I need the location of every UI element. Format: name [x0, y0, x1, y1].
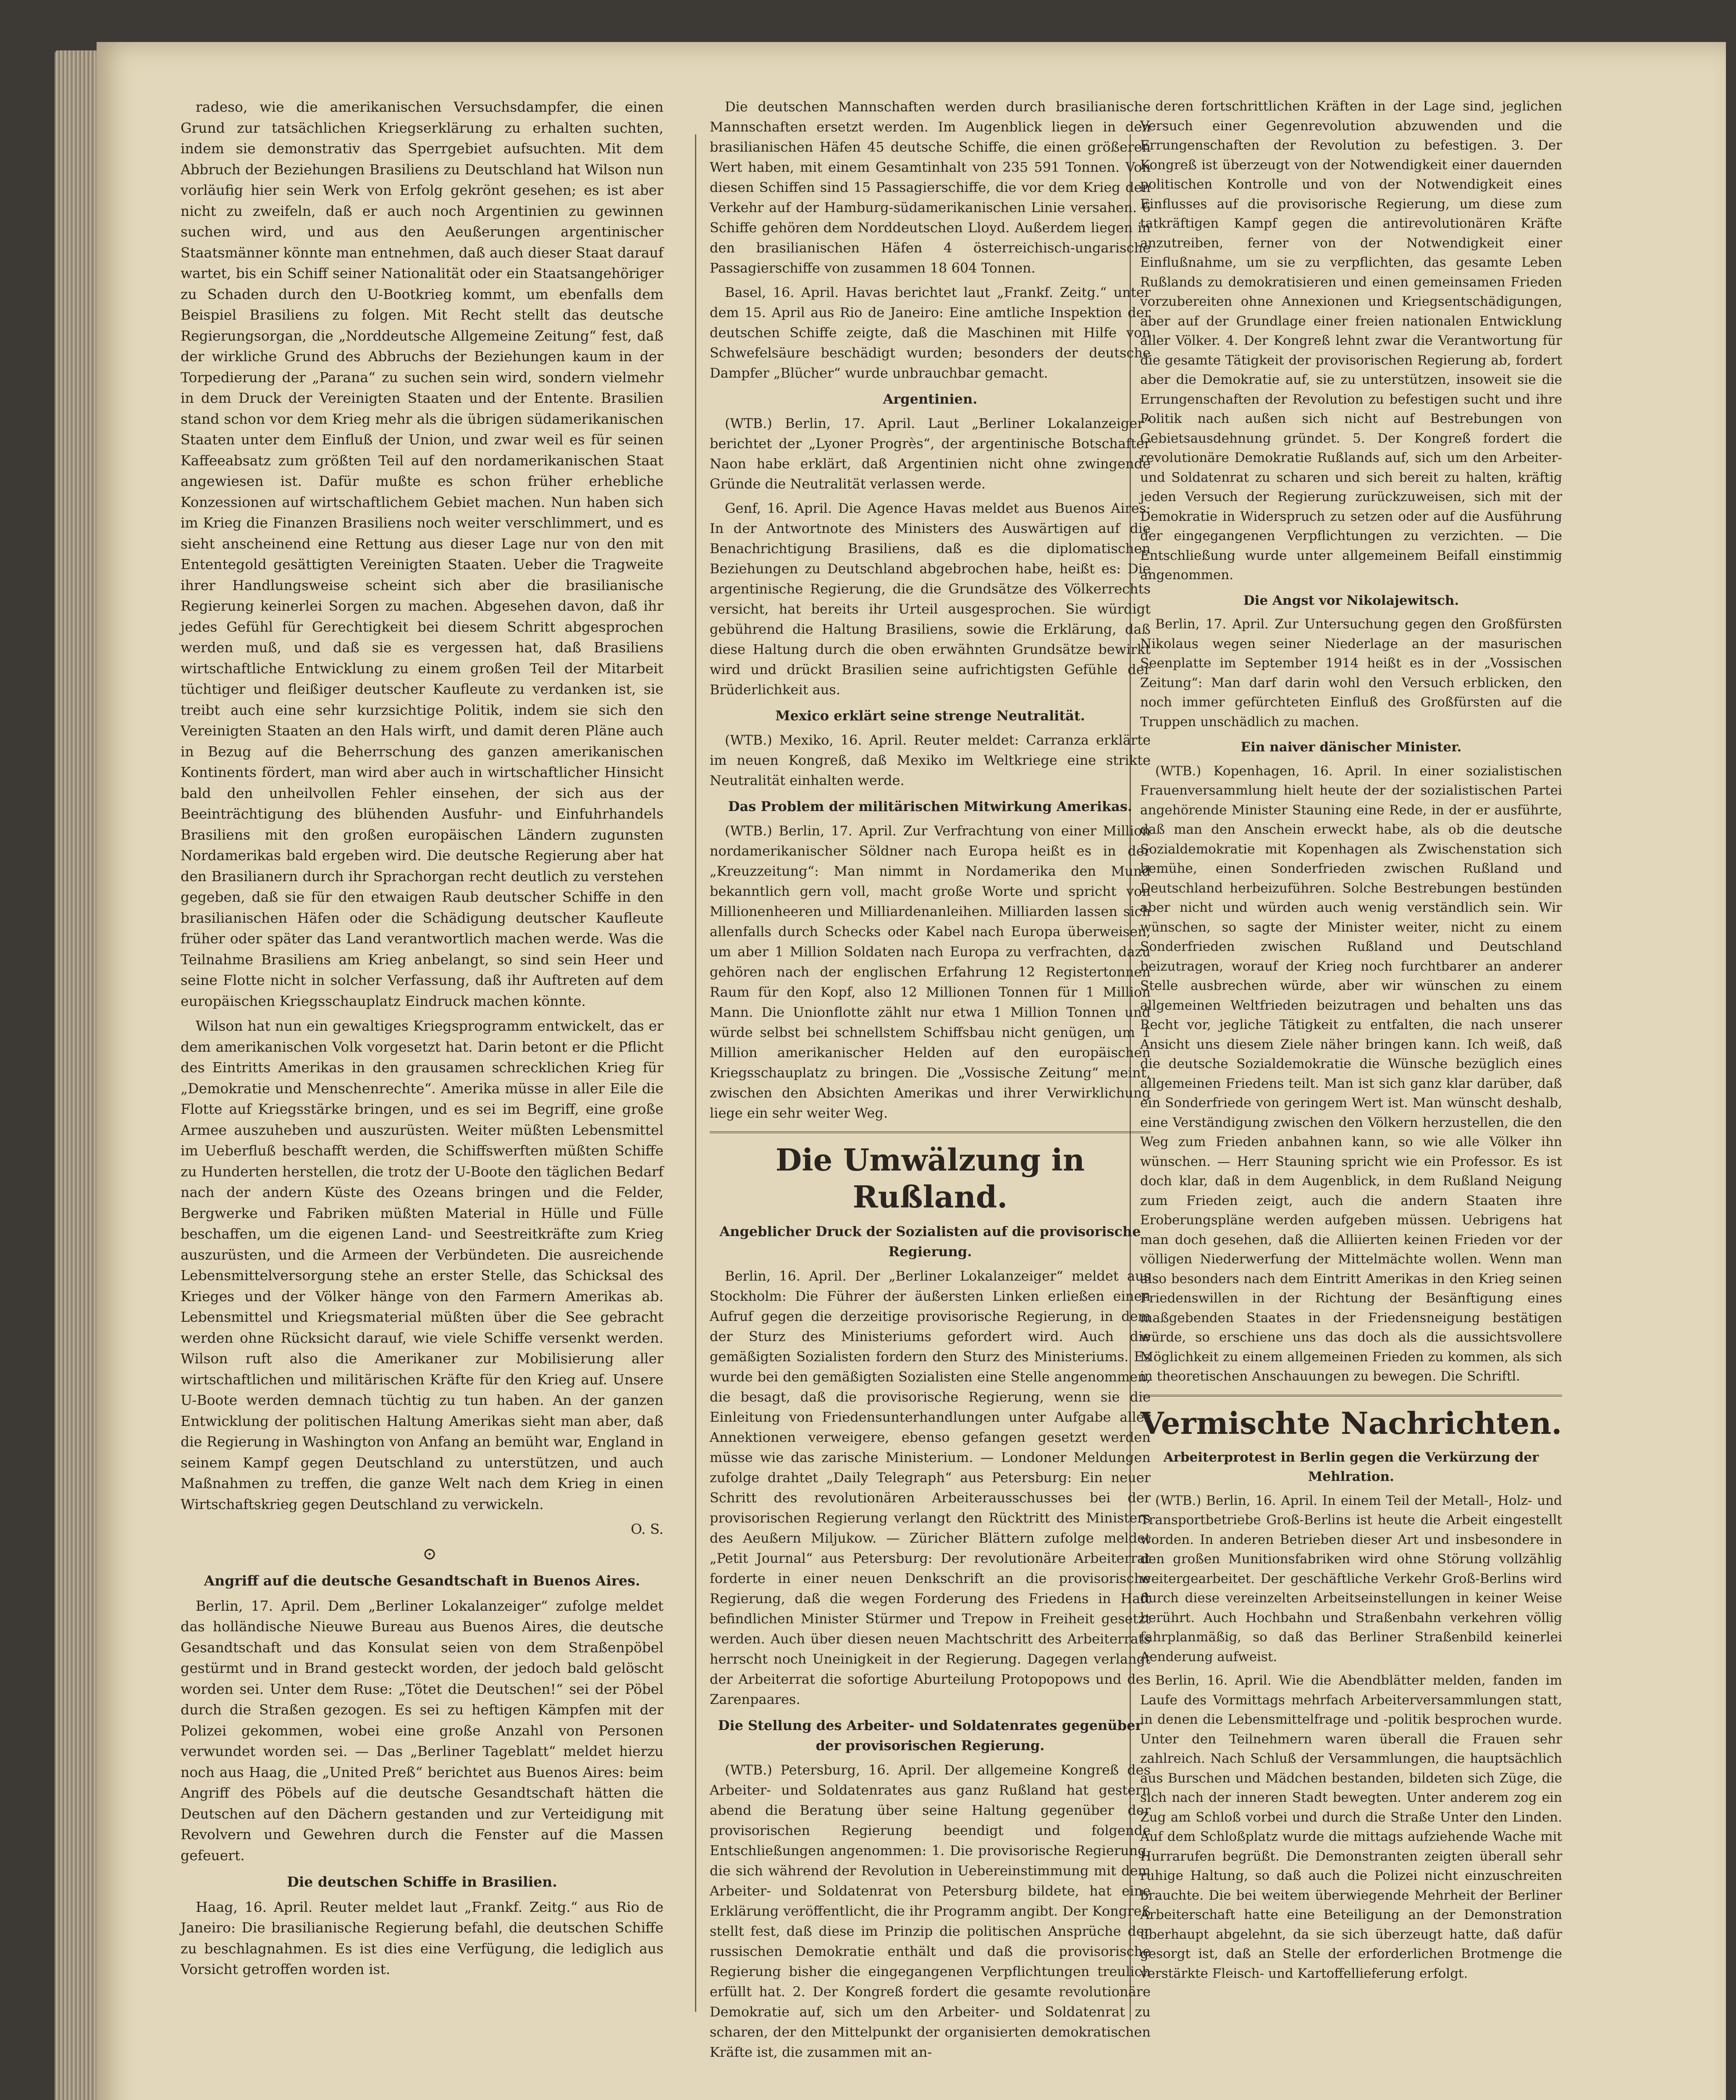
article-text: (WTB.) Berlin, 17. April. Laut „Berliner Lokalanzeiger“ berichtet der „Lyoner Progrès“, der argentinische Botschafter Naon habe erklärt, daß Argentinien nicht ohne zwingende Gründe die Neutralität verlassen werde. [710, 415, 1151, 492]
article-text: Berlin, 16. April. Der „Berliner Lokalanzeiger“ meldet aus Stockholm: Die Führer der äußersten Linken erließen einen Aufruf gegen die derzeitige provisorische Regierung, in dem der Sturz des Ministeriums gefordert wird. Auch die gemäßigten Sozialisten fordern den Sturz des Ministeriums. Es wurde bei den gemäßigten Sozialisten eine Stelle angenommen, die besagt, daß die provisorische Regierung, wenn sie die Einleitung von Friedensunterhandlungen unter Aufgabe aller Annektionen verweigere, ebenso gefangen gesetzt werden müsse wie das zarische Ministerium. — Londoner Meldungen zufolge drahtet „Daily Telegraph“ aus Petersburg: Ein neuer Schritt des revolutionären Arbeiterausschusses bei der provisorischen Regierung verlangt den Rücktritt des Ministers des Aeußern Miljukow. — Züricher Blättern zufolge meldet „Petit Journal“ aus Petersburg: Der revolutionäre Arbeiterrat forderte in einer neuen Denkschrift an die provisorische Regierung, daß die wegen Forderung des Friedens in Haft befindlichen Minister Stürmer und Trepow in Freiheit gesetzt werden. Auch über diesen neuen Machtschritt des Arbeiterrats herrscht noch Uneinigkeit in der Regierung. Dagegen verlangt der Arbeiterrat die sofortige Aburteilung Protopopows und des Zarenpaares. [710, 1268, 1151, 1707]
article-text: (WTB.) Petersburg, 16. April. Der allgemeine Kongreß des Arbeiter- und Soldatenrates aus ganz Rußland hat gestern abend die Beratung über seine Haltung gegenüber der provisorischen Regierung beendigt und folgende Entschließungen angenommen: 1. Die provisorische Regierung, die sich während der Revolution in Uebereinstimmung mit dem Arbeiter- und Soldatenrat von Petersburg bildete, hat eine Erklärung veröffentlicht, die ihr Programm angibt. Der Kongreß stellt fest, daß diese im Prinzip die politischen Ansprüche der russischen Demokratie enthält und daß die provisorische Regierung bisher die eingegangenen Verpflichtungen treulich erfüllt hat. 2. Der Kongreß fordert die gesamte revolutionäre Demokratie auf, sich um den Arbeiter- und Soldatenrat zu scharen, der den Mittelpunkt der organisierten demokratischen Kräfte ist, die zusammen mit an- [710, 1762, 1151, 2060]
section-heading: Die deutschen Schiffe in Brasilien. [287, 1874, 557, 1890]
section-heading: Mexico erklärt seine strenge Neutralität. [775, 708, 1085, 724]
column-1 [181, 97, 663, 1984]
column-rule-1 [695, 134, 696, 2012]
article-text: deren fortschrittlichen Kräften in der Lage sind, jeglichen Versuch einer Gegenrevolution abzuwenden und die Errungenschaften der Revolution zu befestigen. 3. Der Kongreß ist überzeugt von der Notwendigkeit einer dauernden politischen Kontrolle und von der Notwendigkeit eines Einflusses auf die provisorische Regierung, um diese zum tatkräftigen Kampf gegen die antirevolutionären Kräfte anzutreiben, ferner von der Notwendigkeit einer Einflußnahme, um sie zu verpflichten, das gesamte Leben Rußlands zu demokratisieren und einen gemeinsamen Frieden vorzubereiten ohne Annexionen und Kriegsentschädigungen, aber auf der Grundlage einer freien nationalen Entwicklung aller Völker. 4. Der Kongreß lehnt zwar die Verantwortung für die gesamte Tätigkeit der provisorischen Regierung ab, fordert aber die Demokratie auf, sie zu unterstützen, insoweit sie die Errungenschaften der Revolution zu befestigen sucht und ihre Politik nach außen sich nicht auf Bestrebungen von Gebietsausdehnung gründet. 5. Der Kongreß fordert die revolutionäre Demokratie Rußlands auf, sich um den Arbeiter- und Soldatenrat zu scharen und sich bereit zu halten, kräftig jeden Versuch der Regierung zurückzuweisen, sich mit der Demokratie in Widerspruch zu setzen oder auf die Ausführung der eingegangenen Verpflichtungen zu verzichten. — Die Entschließung wurde unter allgemeinem Beifall einstimmig angenommen. [1140, 99, 1562, 583]
article-text: Basel, 16. April. Havas berichtet laut „Frankf. Zeitg.“ unter dem 15. April aus Rio de Janeiro: Eine amtliche Inspektion der deutschen Schiffe zeigte, daß die Maschinen mit Hilfe von Schwefelsäure beschädigt wurden; besonders der deutsche Dampfer „Blücher“ wurde unbrauchbar gemacht. [710, 284, 1151, 381]
column-3 [1140, 97, 1562, 1987]
article-text: (WTB.) Kopenhagen, 16. April. In einer sozialistischen Frauenversammlung hielt heute der der sozialistischen Partei angehörende Minister Stauning eine Rede, in der er ausführte, daß man den Anschein erweckt habe, als ob die deutsche Sozialdemokratie mit Kopenhagen als Zwischenstation sich bemühe, einen Sonderfrieden zwischen Rußland und Deutschland herbeizuführen. Solche Bestrebungen bestünden aber nicht und würden auch wenig verständlich sein. Wir wünschen, so sagte der Minister weiter, nicht zu einem Sonderfrieden zwischen Rußland und Deutschland beizutragen, worauf der Krieg noch furchtbarer an anderer Stelle ausbrechen würde, aber wir wünschen zu einem allgemeinen Weltfrieden beizutragen und behalten uns das Recht vor, jegliche Tätigkeit zu entfalten, die nach unserer Ansicht uns diesem Ziele näher bringen kann. Ich weiß, daß die deutsche Sozialdemokratie die Wünsche bezüglich eines allgemeinen Friedens teilt. Man ist sich ganz klar darüber, daß ein Sonderfriede von geringem Wert ist. Man wünscht deshalb, eine Verständigung zwischen den Völkern herzustellen, die den Weg zum Frieden anbahnen kann, so wie alle Völker ihn wünschen. — Herr Stauning spricht wie ein Professor. Es ist doch klar, daß in dem Augenblick, in dem Rußland Neigung zum Frieden zeigt, auch die andern Staaten ihre Eroberungspläne werden aufgeben müssen. Uebrigens hat man doch gesehen, daß die Alliierten keinen Frieden vor der völligen Niederwerfung der Mittelmächte wollen. Wenn man also besonders nach dem Eintritt Amerikas in den Krieg seinen Friedenswillen in der Richtung der Besänftigung eines maßgebenden Staates in der Friedensneigung bestätigen würde, so erschiene uns das doch als die aussichtsvollere Möglichkeit zu einem allgemeinen Frieden zu kommen, als sich in theoretischen Anschauungen zu bewegen. Die Schriftl. [1140, 763, 1562, 1384]
section-heading: Ein naiver dänischer Minister. [1240, 740, 1462, 755]
article-text: Genf, 16. April. Die Agence Havas meldet aus Buenos Aires: In der Antwortnote des Ministers des Auswärtigen auf die Benachrichtigung Brasiliens, daß es die diplomatischen Beziehungen zu Deutschland abgebrochen habe, heißt es: Die argentinische Regierung, die die Grundsätze des Völkerrechts versicht, hat bereits ihr Urteil ausgesprochen. Sie würdigt gebührend die Haltung Brasiliens, sowie die Erklärung, daß diese Haltung durch die oben erwähnten Grundsätze bewirkt wird und drückt Brasilien seine aufrichtigsten Gefühle der Brüderlichkeit aus. [710, 500, 1151, 698]
ornament-icon: ⊙ [422, 1544, 437, 1564]
author-signature: O. S. [630, 1521, 663, 1537]
article-text: (WTB.) Mexiko, 16. April. Reuter meldet: Carranza erklärte im neuen Kongreß, daß Mexiko im Weltkriege eine strikte Neutralität einhalten werde. [710, 732, 1151, 788]
article-text: Berlin, 17. April. Dem „Berliner Lokalanzeiger“ zufolge meldet das holländische Nieuwe Bureau aus Buenos Aires, die deutsche Gesandtschaft und das Konsulat seien von dem Straßenpöbel gestürmt und in Brand gesteckt worden, der jedoch bald gelöscht worden sei. Unter dem Ruse: „Tötet die Deutschen!“ sei der Pöbel durch die Straßen gezogen. Es sei zu heftigen Kämpfen mit der Polizei gekommen, wobei eine große Anzahl von Personen verwundet worden sei. — Das „Berliner Tageblatt“ meldet hierzu noch aus Haag, die „United Preß“ berichtet aus Buenos Aires: beim Angriff des Pöbels auf die deutsche Gesandtschaft hätten die Deutschen auf den Dächern gestanden und zur Verteidigung mit Revolvern und Gewehren durch die Fenster auf die Massen gefeuert. [181, 1597, 663, 1864]
major-headline: Vermischte Nachrichten. [1140, 1405, 1562, 1441]
section-divider [1140, 1395, 1562, 1396]
section-heading: Die Angst vor Nikolajewitsch. [1243, 593, 1459, 608]
article-text: Haag, 16. April. Reuter meldet laut „Frankf. Zeitg.“ aus Rio de Janeiro: Die brasilianische Regierung befahl, die deutschen Schiffe zu beschlagnahmen. Es ist dies eine Verfügung, die lediglich aus Vorsicht getroffen worden ist. [181, 1898, 663, 1977]
article-text: Berlin, 17. April. Zur Untersuchung gegen den Großfürsten Nikolaus wegen seiner Niederlage an der masurischen Seenplatte im September 1914 heißt es in der „Vossischen Zeitung“: Man darf darin wohl den Versuch erblicken, den noch immer gefürchteten Einfluß des Großfürsten auf die Truppen unschädlich zu machen. [1140, 617, 1562, 730]
section-heading: Das Problem der militärischen Mitwirkung Amerikas. [728, 798, 1133, 814]
section-heading: Angriff auf die deutsche Gesandtschaft in Buenos Aires. [204, 1572, 640, 1589]
section-heading: Arbeiterprotest in Berlin gegen die Verkürzung der Mehlration. [1163, 1449, 1539, 1484]
article-text: (WTB.) Berlin, 16. April. In einem Teil der Metall-, Holz- und Transportbetriebe Groß-Berlins ist heute die Arbeit eingestellt worden. In anderen Betrieben dieser Art und insbesondere in den großen Munitionsfabriken wird ohne Störung vollzählig weitergearbeitet. Der geschäftliche Verkehr Groß-Berlins wird durch diese vereinzelten Arbeitseinstellungen in keiner Weise berührt. Auch Hochbahn und Straßenbahn verkehren völlig fahrplanmäßig, so daß das Berliner Straßenbild keinerlei Aenderung aufweist. [1140, 1493, 1562, 1664]
article-text: Die deutschen Mannschaften werden durch brasilianische Mannschaften ersetzt werden. Im Augenblick liegen in den brasilianischen Häfen 45 deutsche Schiffe, die einen größeren Wert haben, mit einem Gesamtinhalt von 235 591 Tonnen. Von diesen Schiffen sind 15 Passagierschiffe, die vor dem Krieg den Verkehr auf der Hamburg-südamerikanischen Linie versahen. 6 Schiffe gehören dem Norddeutschen Lloyd. Außerdem liegen in den brasilianischen Häfen 4 österreichisch-ungarische Passagierschiffe von zusammen 18 604 Tonnen. [710, 99, 1151, 276]
major-headline: Die Umwälzung in Rußland. [775, 1142, 1085, 1215]
section-divider [710, 1131, 1151, 1133]
article-text: Berlin, 16. April. Wie die Abendblätter melden, fanden im Laufe des Vormittags mehrfach Arbeiterversammlungen statt, in denen die Lebensmittelfrage und -politik besprochen wurde. Unter den Teilnehmern waren überall die Frauen sehr zahlreich. Nach Schluß der Versammlungen, die hauptsächlich aus Burschen und Mädchen bestanden, bildeten sich Züge, die sich nach der inneren Stadt bewegten. Unter anderem zog ein Zug am Schloß vorbei und durch die Straße Unter den Linden. Auf dem Schloßplatz wurde die mittags aufziehende Wache mit Hurrarufen begrüßt. Die Demonstranten zeigten überall sehr ruhige Haltung, so daß auch die Polizei nicht einzuschreiten brauchte. Die bei weitem überwiegende Mehrheit der Berliner Arbeiterschaft hatte eine Beteiligung an der Demonstration überhaupt abgelehnt, da sie sich überzeugt hatte, daß dafür gesorgt ist, daß an Stelle der erforderlichen Brotmenge die verstärkte Fleisch- und Kartoffellieferung erfolgt. [1140, 1673, 1562, 1981]
article-text: (WTB.) Berlin, 17. April. Zur Verfrachtung von einer Million nordamerikanischer Söldner nach Europa heißt es in der „Kreuzzeitung“: Man nimmt in Nordamerika den Mund bekanntlich gern voll, macht große Worte und spricht von Millionenheeren und Milliardenanleihen. Milliarden lassen sich allenfalls durch Schecks oder Kabel nach Europa überweisen, um aber 1 Million Soldaten nach Europa zu verfrachten, dazu gehören nach der englischen Erfahrung 12 Registertonnen Raum für den Kopf, also 12 Millionen Tonnen für 1 Million Mann. Die Unionflotte zählt nur etwa 1 Million Tonnen und würde selbst bei schnellstem Schiffsbau nicht genügen, um 1 Million amerikanischer Helden auf den europäischen Kriegsschauplatz zu bringen. Die „Vossische Zeitung“ meint, zwischen den Absichten Amerikas und ihrer Verwirklichung liege ein sehr weiter Weg. [710, 823, 1151, 1121]
section-heading: Argentinien. [883, 391, 978, 407]
section-heading: Angeblicher Druck der Sozialisten auf die provisorische Regierung. [719, 1223, 1141, 1260]
column-2 [710, 97, 1151, 2066]
article-text: radeso, wie die amerikanischen Versuchsdampfer, die einen Grund zur tatsächlichen Kriegserklärung zu erhalten suchten, indem sie demonstrativ das Sperrgebiet aufsuchten. Mit dem Abbruch der Beziehungen Brasiliens zu Deutschland hat Wilson nun vorläufig hier sein Werk von Erfolg gekrönt gesehen; es ist aber nicht zu zweifeln, daß er auch noch Argentinien zu gewinnen suchen wird, und aus den Aeußerungen argentinischer Staatsmänner könnte man entnehmen, daß auch dieser Staat darauf wartet, bis ein Schiff seiner Nationalität oder ein Staatsangehöriger zu Schaden durch den U-Bootkrieg kommt, um ebenfalls dem Beispiel Brasiliens zu folgen. Mit Recht stellt das deutsche Regierungsorgan, die „Norddeutsche Allgemeine Zeitung“ fest, daß der wirkliche Grund des Abbruchs der Beziehungen kaum in der Torpedierung der „Parana“ zu suchen sein wird, sondern vielmehr in dem Druck der Vereinigten Staaten und der Entente. Brasilien stand schon vor dem Krieg mehr als die übrigen südamerikanischen Staaten unter dem Einfluß der Union, und zwar weil es für seinen Kaffeeabsatz zum größten Teil auf den nordamerikanischen Staat angewiesen ist. Dafür mußte es schon früher erhebliche Konzessionen auf wirtschaftlichem Gebiet machen. Nun haben sich im Krieg die Finanzen Brasiliens noch weiter verschlimmert, und es sieht anscheinend eine Rettung aus dieser Lage nur von den mit Ententegold gesättigten Vereinigten Staaten. Ueber die Tragweite ihrer Handlungsweise scheint sich aber die brasilianische Regierung keinerlei Sorgen zu machen. Abgesehen davon, daß ihr jedes Gefühl für Gerechtigkeit bei diesem Schritt abgesprochen werden muß, und daß sie es vergessen hat, daß Brasiliens wirtschaftliche Entwicklung zu einem großen Teil der Mitarbeit tüchtiger und fleißiger deutscher Kaufleute zu verdanken ist, sie treibt auch eine sehr kurzsichtige Politik, indem sie sich den Vereinigten Staaten an den Hals wirft, und damit deren Pläne auch in Bezug auf die Beherrschung des ganzen amerikanischen Kontinents fördert, man wird aber auch in wirtschaftlicher Hinsicht bald den unheilvollen Fehler einsehen, der sich aus der Beeinträchtigung des blühenden Ausfuhr- und Einfuhrhandels Brasiliens mit den großen europäischen Ländern zugunsten Nordamerikas bald ergeben wird. Die deutsche Regierung aber hat den Brasilianern durch ihr Sprachorgan recht deutlich zu verstehen gegeben, daß sie für den etwaigen Raub deutscher Schiffe in den brasilianischen Häfen oder die Schädigung deutscher Kaufleute früher oder später das Land verantwortlich machen werde. Was die Teilnahme Brasiliens am Krieg anbelangt, so sind sein Heer und seine Flotte nicht in solcher Verfassung, daß ihr Auftreten auf dem europäischen Kriegsschauplatz Eindruck machen könnte. [181, 99, 663, 1009]
article-text: Wilson hat nun ein gewaltiges Kriegsprogramm entwickelt, das er dem amerikanischen Volk vorgesetzt hat. Darin betont er die Pflicht des Eintritts Amerikas in den grausamen schrecklichen Krieg für „Demokratie und Menschenrechte“. Amerika müsse in aller Eile die Flotte auf Kriegsstärke bringen, und es sei im Begriff, eine große Armee auszuheben und auszurüsten. Weiter müßten Lebensmittel im Ueberfluß beschafft werden, die Schiffswerften müßten Schiffe zu Hunderten herstellen, die trotz der U-Boote den täglichen Bedarf nach der andern Küste des Ozeans bringen und die Felder, Bergwerke und Fabriken müßten Material in Hülle und Fülle beschaffen, um die eigenen Land- und Seestreitkräfte zum Krieg auszurüsten, und die Armeen der Verbündeten. Die ausreichende Lebensmittelversorgung stehe an erster Stelle, das Schicksal des Krieges und der Völker hänge von den Farmern Amerikas ab. Lebensmittel und Kriegsmaterial müßten über die See gebracht werden ohne Rücksicht darauf, wie viele Schiffe versenkt werden. Wilson ruft also die Amerikaner zur Mobilisierung aller wirtschaftlichen und militärischen Kräfte für den Krieg auf. Unsere U-Boote werden demnach tüchtig zu tun haben. An der ganzen Entwicklung der politischen Haltung Amerikas sieht man aber, daß die Regierung in Washington von Anfang an bemüht war, England in seinem Kampf gegen Deutschland zu unterstützen, und auch Maßnahmen zu treffen, die ganze Welt nach dem Krieg in einen Wirtschaftskrieg gegen Deutschland zu verwickeln. [181, 1018, 663, 1512]
section-heading: Die Stellung des Arbeiter- und Soldatenrates gegenüber der provisorischen Regierung. [718, 1717, 1143, 1754]
